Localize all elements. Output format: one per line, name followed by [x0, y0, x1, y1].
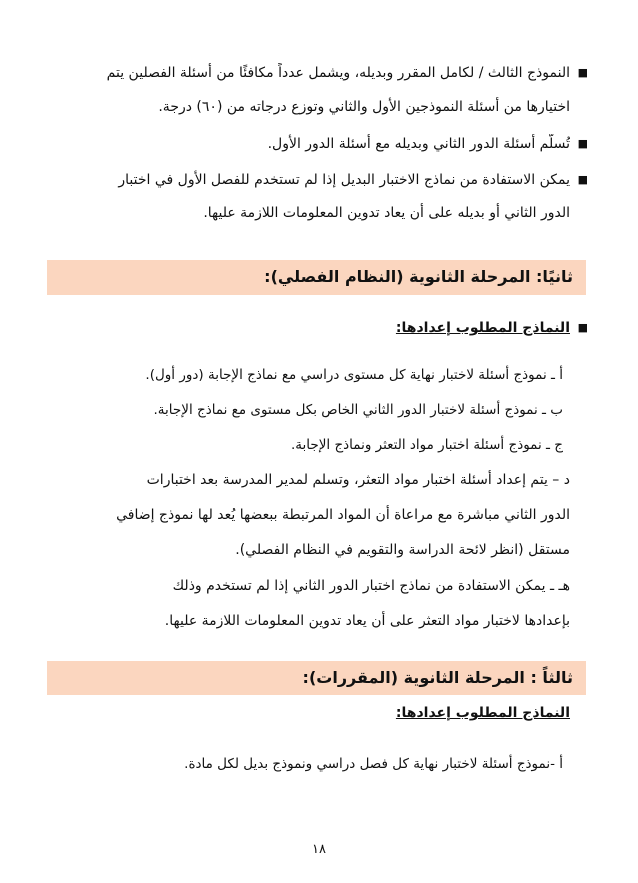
- section-2-item-b: ب ـ نموذج أسئلة لاختبار الدور الثاني الخاص بكل مستوى مع نماذج الإجابة.: [153, 402, 563, 418]
- bullet-marker: ■: [577, 321, 588, 334]
- section-3-sub-heading: النماذج المطلوب إعدادها:: [395, 705, 570, 721]
- bullet-marker: ■: [577, 173, 588, 186]
- section-2-item-c: ج ـ نموذج أسئلة اختبار مواد التعثر ونماذج الإجابة.: [290, 437, 563, 453]
- bullet-3-line-2: الدور الثاني أو بديله على أن يعاد تدوين المعلومات اللازمة عليها.: [203, 205, 570, 221]
- bullet-1-line-2: اختيارها من أسئلة النموذجين الأول والثاني وتوزع درجاته من (٦٠) درجة.: [158, 99, 570, 115]
- bullet-2-line-1: تُسلَّم أسئلة الدور الثاني وبديله مع أسئلة الدور الأول.: [267, 136, 570, 152]
- section-2-sub-heading: النماذج المطلوب إعدادها:: [395, 320, 570, 336]
- section-2-title: ثانيًا: المرحلة الثانوية (النظام الفصلي):: [264, 267, 573, 286]
- section-2-item-e-line-2: بإعدادها لاختبار مواد التعثر على أن يعاد تدوين المعلومات اللازمة عليها.: [164, 613, 570, 629]
- bullet-1-line-1: النموذج الثالث / لكامل المقرر وبديله، ويشمل عدداً مكافئًا من أسئلة الفصلين يتم: [106, 65, 570, 81]
- bullet-marker: ■: [577, 66, 588, 79]
- section-3-item-a: أ -نموذج أسئلة لاختبار نهاية كل فصل دراسي ونموذج بديل لكل مادة.: [184, 756, 563, 772]
- bullet-3-line-1: يمكن الاستفادة من نماذج الاختبار البديل إذا لم تستخدم للفصل الأول في اختبار: [118, 172, 570, 188]
- section-2-item-d-line-2: الدور الثاني مباشرة مع مراعاة أن المواد المرتبطة ببعضها يُعد لها نموذج إضافي: [116, 507, 570, 523]
- section-3-title: ثالثاً : المرحلة الثانوية (المقررات):: [302, 668, 573, 687]
- section-2-item-a: أ ـ نموذج أسئلة لاختبار نهاية كل مستوى دراسي مع نماذج الإجابة (دور أول).: [145, 367, 563, 383]
- bullet-marker: ■: [577, 137, 588, 150]
- section-2-item-e-line-1: هـ ـ يمكن الاستفادة من نماذج اختبار الدور الثاني إذا لم تستخدم وذلك: [172, 578, 570, 594]
- page-number: ١٨: [312, 842, 326, 857]
- section-2-item-d-line-3: مستقل (انظر لائحة الدراسة والتقويم في النظام الفصلي).: [235, 542, 570, 558]
- section-2-item-d-line-1: د – يتم إعداد أسئلة اختبار مواد التعثر، وتسلم لمدير المدرسة بعد اختبارات: [146, 472, 570, 488]
